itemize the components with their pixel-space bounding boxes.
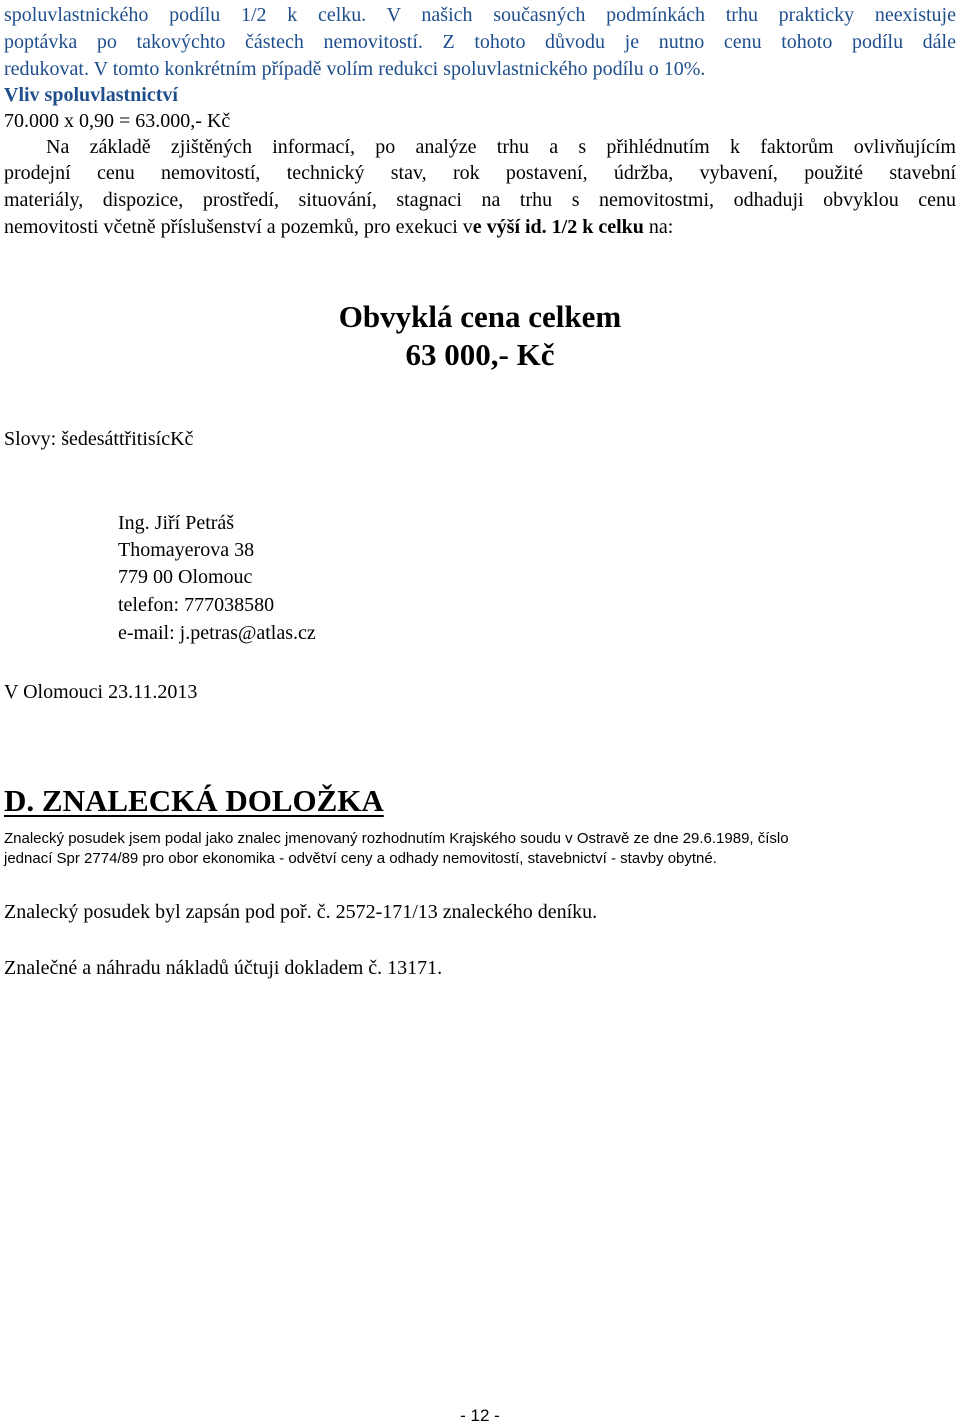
registry-note: Znalecký posudek byl zapsán pod poř. č. 2572-171/13 znaleckého deníku. bbox=[4, 901, 598, 923]
fees-note: Znalečné a náhradu nákladů účtuji dokladem č. 13171. bbox=[4, 957, 443, 979]
valuation-line-2: prodejní cenu nemovitostí, technický stav, rok postavení, údržba, vybavení, použité stavební bbox=[4, 162, 956, 184]
section-d-line-1: Znalecký posudek jsem podal jako znalec jmenovaný rozhodnutím Krajského soudu v Ostravě ze dne 29.6.1989, číslo bbox=[4, 830, 789, 847]
author-city: 779 00 Olomouc bbox=[118, 566, 253, 588]
intro-line-1: spoluvlastnického podílu 1/2 k celku. V našich současných podmínkách trhu prakticky neexistuje bbox=[4, 4, 956, 26]
section-d-line-2: jednací Spr 2774/89 pro obor ekonomika - odvětví ceny a odhady nemovitostí, stavebnictví - stavby obytné. bbox=[4, 850, 717, 867]
valuation-line-1: Na základě zjištěných informací, po analýze trhu a s přihlédnutím k faktorům ovlivňujícím bbox=[46, 136, 956, 158]
author-phone: telefon: 777038580 bbox=[118, 594, 275, 616]
result-title: Obvyklá cena celkem bbox=[338, 299, 622, 334]
page-number: - 12 - bbox=[460, 1406, 500, 1425]
place-date: V Olomouci 23.11.2013 bbox=[4, 681, 198, 703]
author-name: Ing. Jiří Petráš bbox=[118, 512, 235, 534]
author-street: Thomayerova 38 bbox=[118, 539, 255, 561]
intro-line-3: redukovat. V tomto konkrétním případě volím redukci spoluvlastnického podílu o 10%. bbox=[4, 58, 706, 80]
amount-in-words: Slovy: šedesáttřitisícKč bbox=[4, 428, 194, 450]
result-amount: 63 000,- Kč bbox=[405, 337, 555, 372]
valuation-line-4: nemovitosti včetně příslušenství a pozemků, pro exekuci ve výší id. 1/2 k celku na: bbox=[4, 216, 674, 238]
influence-calculation: 70.000 x 0,90 = 63.000,- Kč bbox=[4, 110, 231, 132]
valuation-line-3: materiály, dispozice, prostředí, situování, stagnaci na trhu s nemovitostmi, odhaduji obvyklou cenu bbox=[4, 189, 956, 211]
section-d-heading: D. ZNALECKÁ DOLOŽKA bbox=[4, 783, 384, 818]
influence-heading: Vliv spoluvlastnictví bbox=[4, 84, 178, 106]
author-email: e-mail: j.petras@atlas.cz bbox=[118, 622, 316, 644]
intro-line-2: poptávka po takovýchto částech nemovitostí. Z tohoto důvodu je nutno cenu tohoto podílu dále bbox=[4, 31, 956, 53]
